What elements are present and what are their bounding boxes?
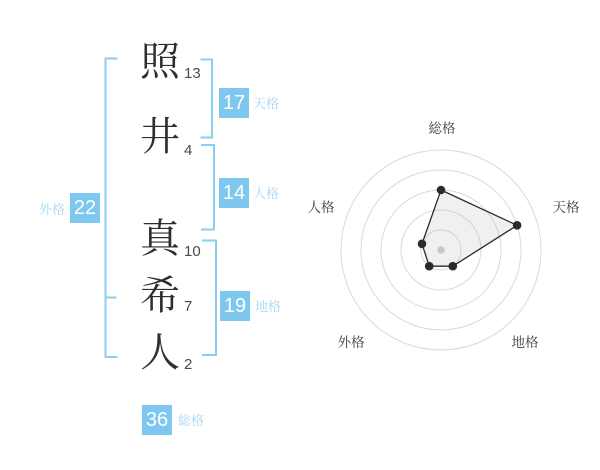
radar-data-polygon xyxy=(422,190,517,266)
gaikaku-label: 外格 xyxy=(38,202,65,217)
radar-data-point xyxy=(425,262,434,271)
chikaku-value-box: 19 xyxy=(220,291,250,321)
name-char: 照 xyxy=(140,40,180,84)
radar-axis-label: 人格 xyxy=(307,200,335,215)
tenkaku-value-box: 17 xyxy=(219,88,249,118)
radar-data-point xyxy=(418,240,427,249)
chikaku-label: 地格 xyxy=(255,299,282,314)
gaikaku-value-box: 22 xyxy=(70,193,100,223)
stroke-count: 4 xyxy=(184,142,193,159)
radar-axis-label: 外格 xyxy=(337,335,365,350)
tenkaku-label: 天格 xyxy=(253,96,280,111)
bracket-chikaku xyxy=(202,241,216,356)
bracket-jinkaku xyxy=(201,145,214,230)
radar-data-point xyxy=(449,262,458,271)
jinkaku-label: 人格 xyxy=(253,186,280,201)
name-char: 希 xyxy=(140,274,180,318)
radar-grid-ring xyxy=(401,210,481,290)
jinkaku-value-box: 14 xyxy=(219,178,249,208)
stroke-count: 2 xyxy=(184,356,193,373)
soukaku-label: 総格 xyxy=(178,413,205,428)
radar-data-point xyxy=(513,221,522,230)
radar-axis-label: 地格 xyxy=(511,335,539,350)
bracket-gaikaku xyxy=(106,59,118,358)
radar-grid-ring xyxy=(381,190,501,310)
radar-center-dot xyxy=(437,246,445,254)
radar-grid-ring xyxy=(421,230,461,270)
bracket-tenkaku xyxy=(201,60,213,138)
stroke-count: 7 xyxy=(184,298,193,315)
stroke-count: 10 xyxy=(184,243,201,260)
radar-grid-ring xyxy=(361,170,521,330)
name-char: 人 xyxy=(140,331,180,375)
radar-grid-ring xyxy=(341,150,541,350)
soukaku-value-box: 36 xyxy=(142,405,172,435)
radar-data-point xyxy=(437,186,446,195)
radar-axis-label: 総格 xyxy=(428,121,456,136)
name-char: 井 xyxy=(140,115,180,159)
stroke-count: 13 xyxy=(184,65,201,82)
name-char: 真 xyxy=(140,217,180,261)
radar-axis-label: 天格 xyxy=(552,200,580,215)
